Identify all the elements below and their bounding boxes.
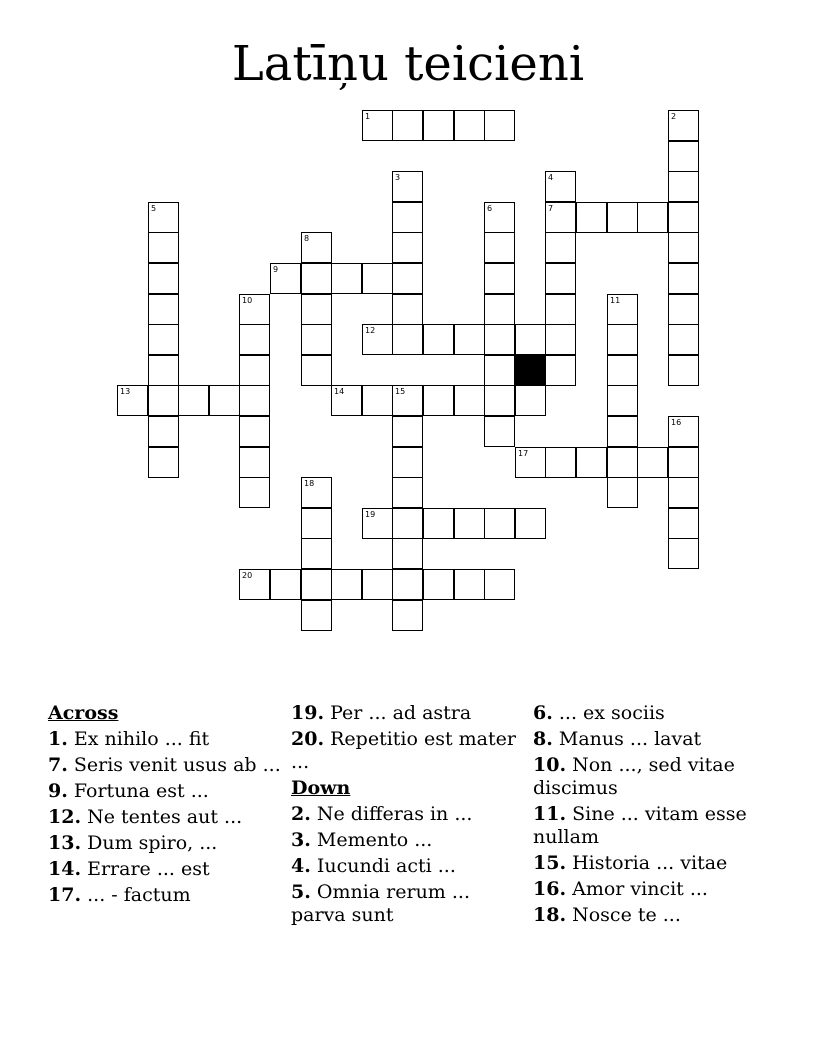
clue-down-2: 2. Ne differas in ... — [291, 803, 473, 825]
clue-number: 7 — [548, 204, 554, 213]
clue-number: 14 — [334, 387, 345, 396]
grid-cell[interactable] — [607, 202, 638, 233]
grid-cell[interactable] — [454, 385, 485, 416]
grid-cell[interactable] — [484, 416, 515, 447]
grid-cell[interactable] — [239, 385, 270, 416]
grid-cell[interactable] — [392, 202, 423, 233]
grid-cell[interactable] — [392, 477, 423, 508]
clue-number: 1 — [365, 112, 371, 121]
grid-cell[interactable] — [545, 324, 576, 355]
clue-column-2 — [291, 702, 526, 930]
clue-down-16: 16. Amor vincit ... — [533, 878, 708, 900]
grid-cell[interactable] — [423, 110, 454, 141]
grid-cell[interactable] — [301, 263, 332, 294]
grid-cell[interactable] — [454, 508, 485, 539]
grid-cell[interactable] — [239, 569, 270, 600]
grid-cell[interactable] — [607, 477, 638, 508]
clue-down-6: 6. ... ex sociis — [533, 702, 665, 724]
grid-cell[interactable] — [607, 294, 638, 325]
clue-down-3: 3. Memento ... — [291, 829, 433, 851]
grid-cell[interactable] — [392, 508, 423, 539]
grid-cell[interactable] — [454, 110, 485, 141]
grid-cell[interactable] — [301, 538, 332, 569]
grid-cell[interactable] — [117, 385, 148, 416]
grid-cell[interactable] — [392, 110, 423, 141]
clue-across-17: 17. ... - factum — [48, 884, 191, 906]
grid-cell[interactable] — [484, 569, 515, 600]
grid-cell[interactable] — [576, 447, 607, 478]
grid-cell[interactable] — [148, 202, 179, 233]
grid-block — [515, 355, 546, 386]
grid-cell[interactable] — [392, 600, 423, 631]
grid-cell[interactable] — [484, 324, 515, 355]
clue-across-20: 20. Repetitio est mater ... — [291, 728, 516, 773]
grid-cell[interactable] — [392, 232, 423, 263]
clue-number: 9 — [273, 265, 279, 274]
grid-cell[interactable] — [668, 324, 699, 355]
grid-cell[interactable] — [362, 385, 393, 416]
grid-cell[interactable] — [148, 324, 179, 355]
clue-column-1 — [48, 702, 283, 910]
clue-across-14: 14. Errare ... est — [48, 858, 210, 880]
clue-number: 13 — [120, 387, 131, 396]
clue-number: 12 — [365, 326, 376, 335]
grid-cell[interactable] — [484, 294, 515, 325]
clue-number: 5 — [151, 204, 157, 213]
grid-cell[interactable] — [668, 232, 699, 263]
grid-cell[interactable] — [301, 508, 332, 539]
clue-across-13: 13. Dum spiro, ... — [48, 832, 218, 854]
grid-cell[interactable] — [668, 416, 699, 447]
clue-column-3 — [533, 702, 768, 930]
clue-number: 4 — [548, 173, 554, 182]
grid-cell[interactable] — [148, 294, 179, 325]
grid-cell[interactable] — [637, 202, 668, 233]
down-heading: Down — [291, 777, 351, 799]
clue-down-18: 18. Nosce te ... — [533, 904, 681, 926]
grid-cell[interactable] — [484, 355, 515, 386]
across-heading: Across — [48, 702, 119, 724]
grid-cell[interactable] — [270, 263, 301, 294]
grid-cell[interactable] — [331, 385, 362, 416]
grid-cell[interactable] — [148, 232, 179, 263]
grid-cell[interactable] — [423, 508, 454, 539]
grid-cell[interactable] — [423, 385, 454, 416]
grid-cell[interactable] — [362, 110, 393, 141]
grid-cell[interactable] — [392, 171, 423, 202]
clue-number: 8 — [304, 234, 310, 243]
grid-cell[interactable] — [239, 416, 270, 447]
grid-cell[interactable] — [545, 171, 576, 202]
grid-cell[interactable] — [148, 416, 179, 447]
grid-cell[interactable] — [392, 447, 423, 478]
grid-cell[interactable] — [392, 538, 423, 569]
clue-number: 2 — [671, 112, 677, 121]
grid-cell[interactable] — [148, 263, 179, 294]
grid-cell[interactable] — [423, 569, 454, 600]
grid-cell[interactable] — [331, 569, 362, 600]
grid-cell[interactable] — [239, 324, 270, 355]
grid-cell[interactable] — [484, 385, 515, 416]
grid-cell[interactable] — [239, 447, 270, 478]
grid-cell[interactable] — [515, 508, 546, 539]
grid-cell[interactable] — [668, 538, 699, 569]
clue-across-19: 19. Per ... ad astra — [291, 702, 472, 724]
clue-number: 6 — [487, 204, 493, 213]
clue-number: 17 — [518, 449, 529, 458]
grid-cell[interactable] — [607, 355, 638, 386]
grid-cell[interactable] — [607, 416, 638, 447]
grid-cell[interactable] — [392, 294, 423, 325]
grid-cell[interactable] — [301, 294, 332, 325]
grid-cell[interactable] — [545, 202, 576, 233]
grid-cell[interactable] — [301, 355, 332, 386]
grid-cell[interactable] — [545, 355, 576, 386]
clue-number: 10 — [242, 296, 253, 305]
grid-cell[interactable] — [515, 385, 546, 416]
grid-cell[interactable] — [515, 324, 546, 355]
clue-down-15: 15. Historia ... vitae — [533, 852, 728, 874]
clue-number: 11 — [610, 296, 621, 305]
grid-cell[interactable] — [148, 447, 179, 478]
grid-cell[interactable] — [362, 324, 393, 355]
grid-cell[interactable] — [209, 385, 240, 416]
grid-cell[interactable] — [545, 232, 576, 263]
grid-cell[interactable] — [362, 569, 393, 600]
grid-cell[interactable] — [331, 263, 362, 294]
grid-cell[interactable] — [148, 355, 179, 386]
grid-cell[interactable] — [668, 171, 699, 202]
grid-cell[interactable] — [301, 324, 332, 355]
grid-cell[interactable] — [545, 447, 576, 478]
grid-cell[interactable] — [362, 263, 393, 294]
clue-down-11: 11. Sine ... vitam esse nullam — [533, 803, 747, 848]
grid-cell[interactable] — [637, 447, 668, 478]
grid-cell[interactable] — [301, 232, 332, 263]
grid-cell[interactable] — [668, 202, 699, 233]
clue-number: 16 — [671, 418, 682, 427]
grid-cell[interactable] — [239, 477, 270, 508]
clue-across-12: 12. Ne tentes aut ... — [48, 806, 243, 828]
clue-number: 18 — [304, 479, 315, 488]
grid-cell[interactable] — [607, 324, 638, 355]
grid-cell[interactable] — [484, 508, 515, 539]
clue-number: 20 — [242, 571, 253, 580]
clue-number: 3 — [395, 173, 401, 182]
grid-cell[interactable] — [301, 569, 332, 600]
grid-cell[interactable] — [668, 477, 699, 508]
clue-across-1: 1. Ex nihilo ... fit — [48, 728, 210, 750]
grid-cell[interactable] — [607, 447, 638, 478]
grid-cell[interactable] — [668, 355, 699, 386]
grid-cell[interactable] — [607, 385, 638, 416]
grid-cell[interactable] — [239, 294, 270, 325]
clue-down-10: 10. Non ..., sed vitae discimus — [533, 754, 735, 799]
page-title: Latīņu teicieni — [231, 36, 585, 92]
grid-cell[interactable] — [576, 202, 607, 233]
grid-cell[interactable] — [545, 294, 576, 325]
grid-cell[interactable] — [668, 294, 699, 325]
grid-cell[interactable] — [454, 569, 485, 600]
grid-cell[interactable] — [148, 385, 179, 416]
clue-down-4: 4. Iucundi acti ... — [291, 855, 456, 877]
grid-cell[interactable] — [515, 447, 546, 478]
clue-down-8: 8. Manus ... lavat — [533, 728, 702, 750]
grid-cell[interactable] — [545, 263, 576, 294]
grid-cell[interactable] — [392, 385, 423, 416]
grid-cell[interactable] — [668, 508, 699, 539]
grid-cell[interactable] — [392, 569, 423, 600]
grid-cell[interactable] — [454, 324, 485, 355]
grid-cell[interactable] — [301, 477, 332, 508]
grid-cell[interactable] — [392, 416, 423, 447]
grid-cell[interactable] — [668, 447, 699, 478]
grid-cell[interactable] — [484, 263, 515, 294]
clue-across-7: 7. Seris venit usus ab ... — [48, 754, 281, 776]
grid-cell[interactable] — [178, 385, 209, 416]
grid-cell[interactable] — [484, 232, 515, 263]
clue-number: 19 — [365, 510, 376, 519]
grid-cell[interactable] — [270, 569, 301, 600]
grid-cell[interactable] — [668, 263, 699, 294]
clue-across-9: 9. Fortuna est ... — [48, 780, 209, 802]
grid-cell[interactable] — [239, 355, 270, 386]
grid-cell[interactable] — [301, 600, 332, 631]
grid-cell[interactable] — [668, 141, 699, 172]
clue-down-5: 5. Omnia rerum ... parva sunt — [291, 881, 470, 926]
grid-cell[interactable] — [392, 324, 423, 355]
grid-cell[interactable] — [362, 508, 393, 539]
grid-cell[interactable] — [668, 110, 699, 141]
grid-cell[interactable] — [392, 263, 423, 294]
grid-cell[interactable] — [484, 110, 515, 141]
clue-number: 15 — [395, 387, 406, 396]
grid-cell[interactable] — [484, 202, 515, 233]
grid-cell[interactable] — [423, 324, 454, 355]
